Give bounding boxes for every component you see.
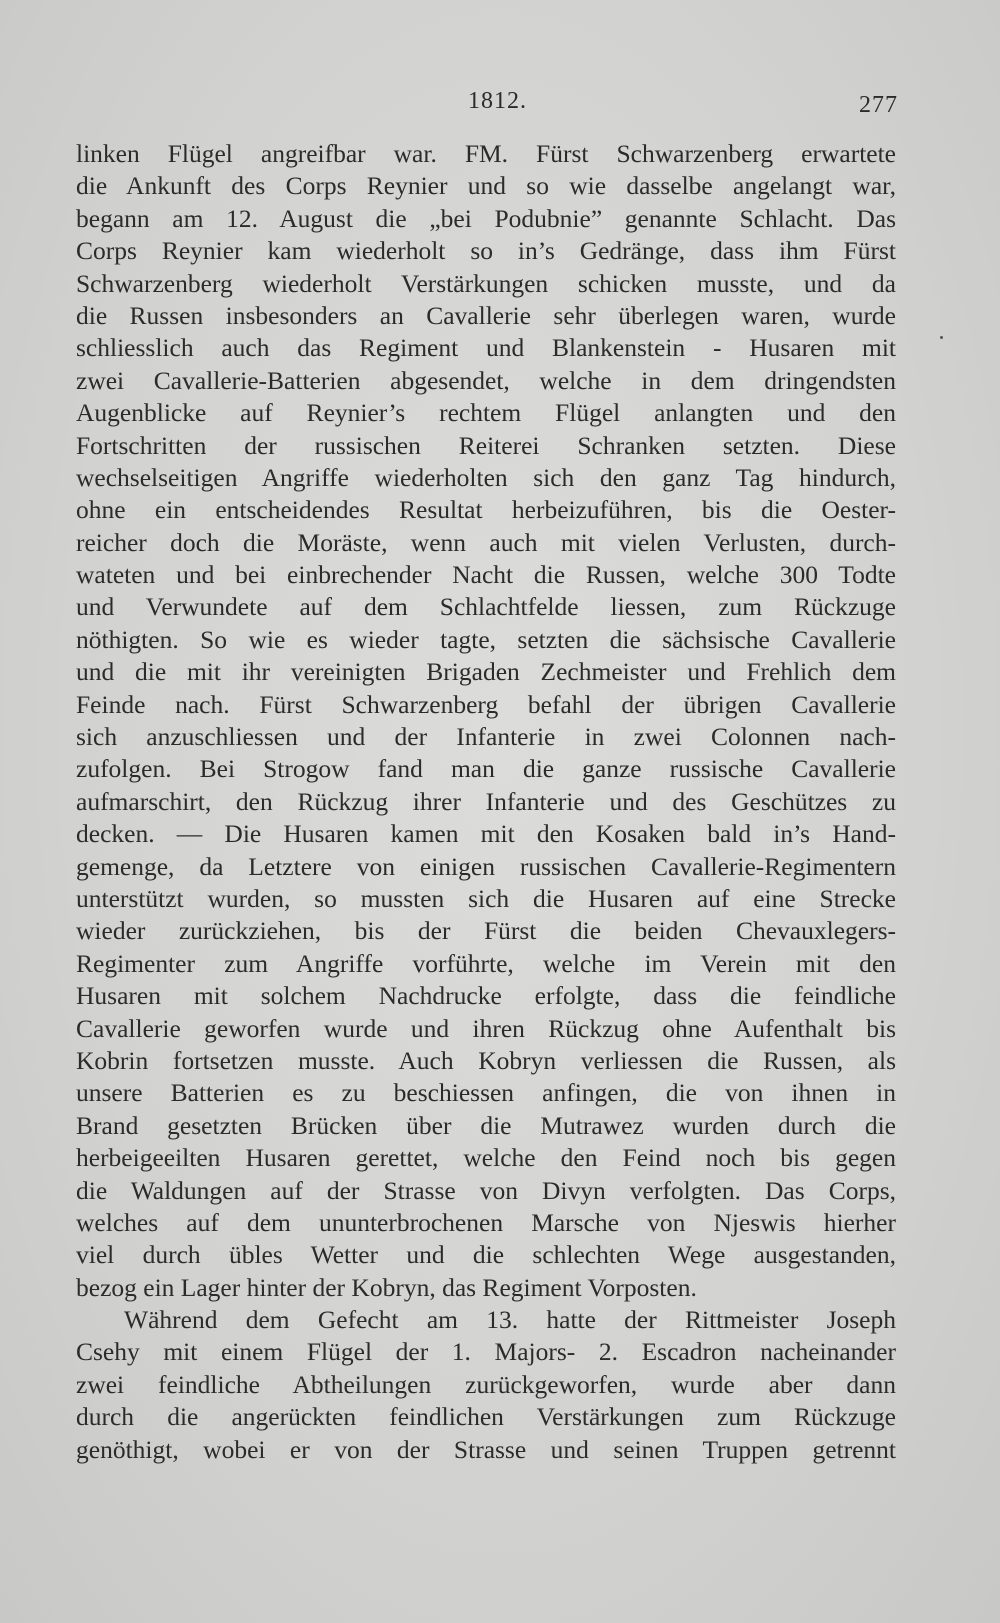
text-line: schliesslich auch das Regiment und Blankenstein - Husaren mit xyxy=(76,333,896,363)
running-head-year: 1812. xyxy=(468,88,527,114)
text-line: durch die angerückten feindlichen Verstärkungen zum Rückzuge xyxy=(76,1402,896,1432)
text-line: die Ankunft des Corps Reynier und so wie dasselbe angelangt war, xyxy=(76,171,896,201)
paper-speck xyxy=(940,336,943,339)
text-line: Cavallerie geworfen wurde und ihren Rückzug ohne Aufenthalt bis xyxy=(76,1013,896,1043)
text-line: linken Flügel angreifbar war. FM. Fürst Schwarzenberg erwartete xyxy=(76,139,896,168)
running-head xyxy=(78,88,898,124)
text-line: zufolgen. Bei Strogow fand man die ganze russische Cavallerie xyxy=(76,754,896,784)
body-text xyxy=(76,138,896,1466)
text-line: unsere Batterien es zu beschiessen anfingen, die von ihnen in xyxy=(76,1078,896,1108)
text-line: gemenge, da Letztere von einigen russischen Cavallerie-Regimentern xyxy=(76,851,896,881)
text-line: Fortschritten der russischen Reiterei Schranken setzten. Diese xyxy=(76,430,896,460)
text-line: Feinde nach. Fürst Schwarzenberg befahl der übrigen Cavallerie xyxy=(76,689,896,719)
text-line: Brand gesetzten Brücken über die Mutrawez wurden durch die xyxy=(76,1110,896,1140)
text-line: nöthigten. So wie es wieder tagte, setzten die sächsische Cavallerie xyxy=(76,624,896,654)
text-line: zwei Cavallerie-Batterien abgesendet, welche in dem dringendsten xyxy=(76,365,896,395)
text-line: wechselseitigen Angriffe wiederholten sich den ganz Tag hindurch, xyxy=(76,462,896,492)
text-line: aufmarschirt, den Rückzug ihrer Infanterie und des Geschützes zu xyxy=(76,786,896,816)
text-line: die Russen insbesonders an Cavallerie sehr überlegen waren, wurde xyxy=(76,300,896,330)
paragraph-last-line: bezog ein Lager hinter der Kobryn, das Regiment Vorposten. xyxy=(76,1272,697,1302)
text-line: Regimenter zum Angriffe vorführte, welche im Verein mit den xyxy=(76,948,896,978)
text-line: Csehy mit einem Flügel der 1. Majors- 2. Escadron nacheinander xyxy=(76,1337,896,1367)
text-line: ohne ein entscheidendes Resultat herbeizuführen, bis die Oester- xyxy=(76,495,896,525)
text-line: Augenblicke auf Reynier’s rechtem Flügel anlangten und den xyxy=(76,398,896,428)
text-line: Husaren mit solchem Nachdrucke erfolgte, dass die feindliche xyxy=(76,981,896,1011)
text-line: herbeigeeilten Husaren gerettet, welche den Feind noch bis gegen xyxy=(76,1143,896,1173)
text-line: begann am 12. August die „bei Podubnie” genannte Schlacht. Das xyxy=(76,203,896,233)
text-line: und die mit ihr vereinigten Brigaden Zechmeister und Frehlich dem xyxy=(76,657,896,687)
text-line: Corps Reynier kam wiederholt so in’s Gedränge, dass ihm Fürst xyxy=(76,236,896,266)
text-line: wieder zurückziehen, bis der Fürst die beiden Chevauxlegers- xyxy=(76,916,896,946)
text-line: reicher doch die Moräste, wenn auch mit vielen Verlusten, durch- xyxy=(76,527,896,557)
text-line: viel durch übles Wetter und die schlechten Wege ausgestanden, xyxy=(76,1240,896,1270)
text-line: Kobrin fortsetzen musste. Auch Kobryn verliessen die Russen, als xyxy=(76,1045,896,1075)
paragraph-first-line: Während dem Gefecht am 13. hatte der Rittmeister Joseph xyxy=(124,1305,896,1335)
text-line: genöthigt, wobei er von der Strasse und seinen Truppen getrennt xyxy=(76,1434,896,1464)
page-number: 277 xyxy=(859,92,898,118)
text-line: sich anzuschliessen und der Infanterie in zwei Colonnen nach- xyxy=(76,722,896,752)
text-line: zwei feindliche Abtheilungen zurückgeworfen, wurde aber dann xyxy=(76,1369,896,1399)
text-line: und Verwundete auf dem Schlachtfelde liessen, zum Rückzuge xyxy=(76,592,896,622)
text-line: welches auf dem ununterbrochenen Marsche von Njeswis hierher xyxy=(76,1207,896,1237)
text-line: unterstützt wurden, so mussten sich die Husaren auf eine Strecke xyxy=(76,883,896,913)
text-line: decken. — Die Husaren kamen mit den Kosaken bald in’s Hand- xyxy=(76,819,896,849)
text-line: die Waldungen auf der Strasse von Divyn verfolgten. Das Corps, xyxy=(76,1175,896,1205)
text-line: wateten und bei einbrechender Nacht die Russen, welche 300 Todte xyxy=(76,560,896,590)
text-line: Schwarzenberg wiederholt Verstärkungen schicken musste, und da xyxy=(76,268,896,298)
